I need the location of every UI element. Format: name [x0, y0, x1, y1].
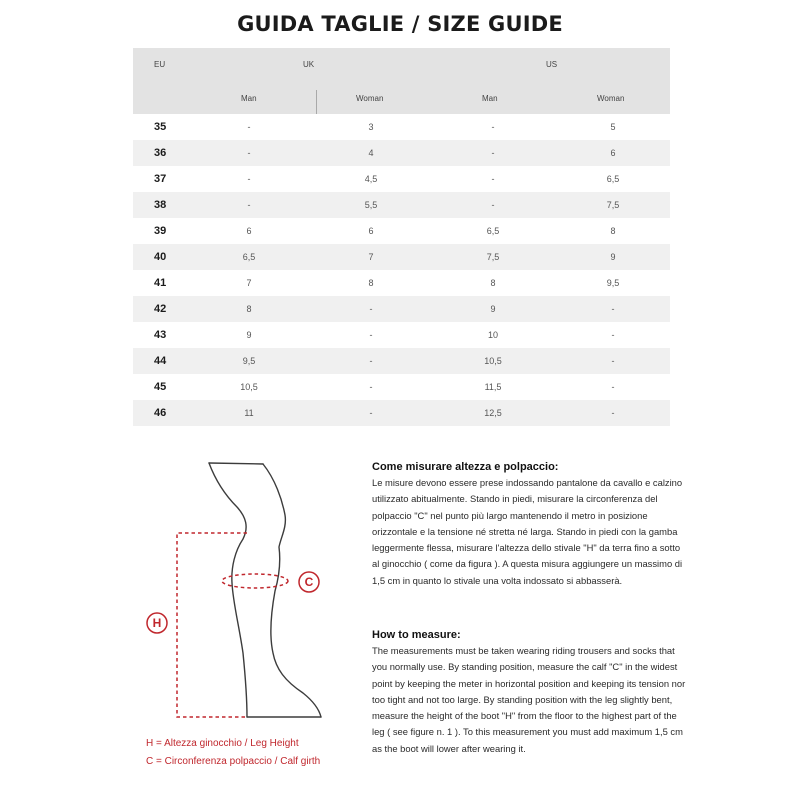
cell-eu: 39: [154, 225, 167, 237]
cell-uk-woman: 8: [368, 278, 374, 288]
h-marker-label: H: [152, 616, 162, 630]
cell-us-woman: 6: [610, 148, 616, 158]
subheader-us-man: Man: [482, 94, 498, 103]
cell-us-man: -: [491, 148, 495, 158]
table-header-groups: [133, 48, 670, 80]
cell-us-woman: -: [611, 330, 615, 340]
legend-leg-height: H = Altezza ginocchio / Leg Height: [146, 738, 299, 749]
cell-uk-man: -: [247, 200, 251, 210]
table-row: [133, 192, 670, 218]
table-row: [133, 348, 670, 374]
boot-measurement-figure: [135, 455, 355, 735]
cell-uk-man: 6,5: [242, 252, 256, 262]
header-uk: UK: [303, 60, 315, 69]
table-row: [133, 322, 670, 348]
cell-eu: 45: [154, 381, 167, 393]
header-us: US: [546, 60, 558, 69]
cell-uk-man: -: [247, 148, 251, 158]
table-row: [133, 374, 670, 400]
cell-uk-man: 10,5: [240, 382, 258, 392]
cell-eu: 46: [154, 407, 167, 419]
cell-us-man: 7,5: [486, 252, 500, 262]
table-subheaders: [133, 80, 670, 114]
legend-calf-girth: C = Circonferenza polpaccio / Calf girth: [146, 756, 321, 767]
cell-eu: 36: [154, 147, 167, 159]
cell-eu: 40: [154, 251, 167, 263]
cell-uk-woman: -: [369, 356, 373, 366]
leg-back-contour: [209, 463, 247, 717]
cell-eu: 44: [154, 355, 167, 367]
table-body: [133, 114, 670, 426]
header-divider: [316, 90, 317, 114]
c-marker-label: C: [304, 575, 314, 589]
instructions-italian-heading: Come misurare altezza e polpaccio:: [372, 461, 559, 473]
cell-eu: 35: [154, 121, 167, 133]
cell-eu: 43: [154, 329, 167, 341]
cell-us-man: 11,5: [484, 382, 502, 392]
cell-us-man: -: [491, 122, 495, 132]
cell-eu: 38: [154, 199, 167, 211]
table-row: [133, 270, 670, 296]
table-row: [133, 166, 670, 192]
table-row: [133, 400, 670, 426]
cell-uk-woman: -: [369, 408, 373, 418]
subheader-uk-man: Man: [241, 94, 257, 103]
cell-eu: 41: [154, 277, 167, 289]
cell-us-man: 10: [487, 330, 499, 340]
cell-us-woman: -: [611, 382, 615, 392]
cell-us-woman: -: [611, 304, 615, 314]
subheader-us-woman: Woman: [597, 94, 625, 103]
cell-eu: 42: [154, 303, 167, 315]
cell-uk-man: 6: [246, 226, 252, 236]
cell-uk-woman: -: [369, 382, 373, 392]
cell-us-woman: -: [611, 408, 615, 418]
cell-uk-man: -: [247, 174, 251, 184]
cell-uk-man: -: [247, 122, 251, 132]
cell-us-man: 12,5: [484, 408, 502, 418]
table-row: [133, 296, 670, 322]
page-title: GUIDA TAGLIE / SIZE GUIDE: [237, 12, 563, 36]
cell-uk-man: 9,5: [242, 356, 256, 366]
table-row: [133, 140, 670, 166]
cell-uk-woman: 5,5: [364, 200, 378, 210]
cell-uk-woman: 3: [368, 122, 374, 132]
instructions-english: [372, 629, 687, 757]
thigh-top-line: [209, 463, 263, 464]
instructions-english-body: The measurements must be taken wearing riding trousers and socks that you normally use. By standing position, measure the calf "C" in the widest point by keeping the meter in horizontal position and keeping its tension nor too tight and not too large. By standing position with the leg slightly bent, measure the height of the boot "H" from the floor to the highest part of the leg ( see figure n. 1 ). To this measurement you must add maximum 1,5 cm as the boot will lower after wearing it.: [372, 645, 686, 754]
instructions-italian-body: Le misure devono essere prese indossando pantalone da cavallo e calzino utilizzato abitualmente. Stando in piedi, misurare la circonferenza del polpaccio "C" nel punto più largo mantenendo il metro in posizione orizzontale e la tensione né stretta né larga. Stando in piedi con la gamba leggermente flessa, misurare l'altezza dello stivale "H" da terra fino a sotto al ginocchio ( come da figura ). A questa misura aggiungere un massimo di 1,5 cm in quanto lo stivale una volta indossato si abbasserà.: [372, 477, 683, 586]
cell-uk-man: 8: [246, 304, 252, 314]
size-table: [133, 48, 670, 426]
height-bracket: [177, 533, 247, 717]
cell-uk-woman: 4: [368, 148, 374, 158]
cell-us-woman: 8: [610, 226, 616, 236]
cell-us-man: 6,5: [486, 226, 500, 236]
cell-us-man: 9: [490, 304, 496, 314]
header-eu: EU: [154, 60, 166, 69]
cell-us-woman: 7,5: [606, 200, 620, 210]
cell-uk-woman: -: [369, 330, 373, 340]
cell-us-woman: 9: [610, 252, 616, 262]
cell-uk-man: 7: [246, 278, 252, 288]
subheader-uk-woman: Woman: [356, 94, 384, 103]
cell-us-man: 8: [490, 278, 496, 288]
cell-us-man: 10,5: [484, 356, 502, 366]
cell-us-woman: 9,5: [606, 278, 620, 288]
cell-uk-woman: -: [369, 304, 373, 314]
cell-uk-woman: 6: [368, 226, 374, 236]
instructions-english-heading: How to measure:: [372, 629, 461, 641]
cell-uk-man: 11: [244, 408, 254, 418]
table-row: [133, 244, 670, 270]
instructions-italian: [372, 461, 687, 589]
cell-us-woman: -: [611, 356, 615, 366]
cell-us-man: -: [491, 174, 495, 184]
table-row: [133, 218, 670, 244]
cell-us-man: -: [491, 200, 495, 210]
cell-us-woman: 5: [610, 122, 616, 132]
cell-uk-woman: 7: [368, 252, 374, 262]
cell-us-woman: 6,5: [606, 174, 620, 184]
cell-eu: 37: [154, 173, 167, 185]
cell-uk-woman: 4,5: [364, 174, 378, 184]
cell-uk-man: 9: [246, 330, 252, 340]
table-row: [133, 114, 670, 140]
